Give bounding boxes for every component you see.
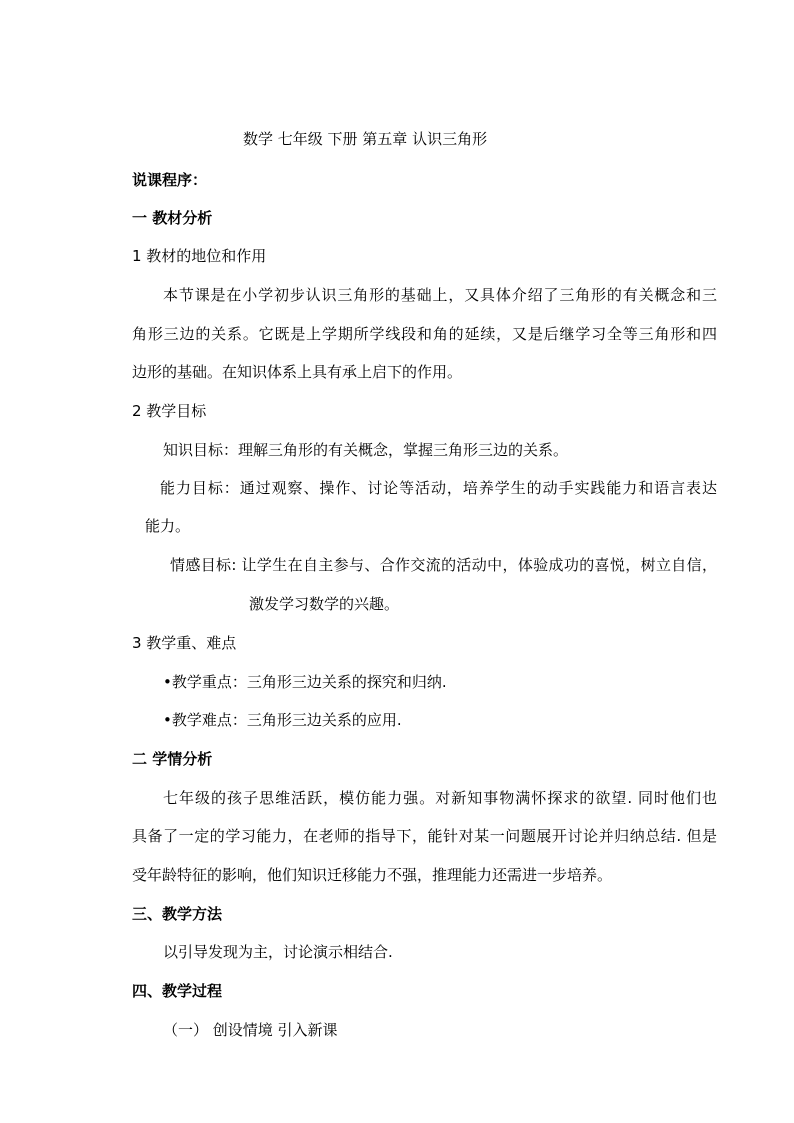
paragraph-line: 以引导发现为主，讨论演示相结合. <box>163 943 393 961</box>
paragraph-line: 七年级的孩子思维活跃，模仿能力强。对新知事物满怀探求的欲望. 同时他们也 <box>163 789 717 807</box>
section-heading-textbook-analysis: 一 教材分析 <box>132 209 213 227</box>
key-point: •教学重点：三角形三边关系的探究和归纳. <box>163 673 447 691</box>
paragraph-line: 受年龄特征的影响，他们知识迁移能力不强，推理能力还需进一步培养。 <box>132 866 613 884</box>
section-heading-teaching-process: 四、教学过程 <box>132 982 223 1000</box>
ability-goal-line: 能力目标：通过观察、操作、讨论等活动，培养学生的动手实践能力和语言表达 <box>160 479 717 497</box>
paragraph-line: 边形的基础。在知识体系上具有承上启下的作用。 <box>132 363 463 381</box>
subheading-position-role: 1 教材的地位和作用 <box>132 247 267 265</box>
difficult-point: •教学难点：三角形三边关系的应用. <box>163 711 402 729</box>
process-step: （一） 创设情境 引入新课 <box>163 1021 338 1039</box>
emotion-goal-line: 激发学习数学的兴趣。 <box>249 595 400 613</box>
ability-goal-line: 能力。 <box>145 517 191 535</box>
subheading-key-difficult: 3 教学重、难点 <box>132 634 237 652</box>
document-title: 数学 七年级 下册 第五章 认识三角形 <box>243 130 488 148</box>
section-heading-teaching-method: 三、教学方法 <box>132 905 223 923</box>
paragraph-line: 具备了一定的学习能力，在老师的指导下，能针对某一问题展开讨论并归纳总结. 但是 <box>132 827 717 845</box>
paragraph-line: 本节课是在小学初步认识三角形的基础上，又具体介绍了三角形的有关概念和三 <box>163 286 717 304</box>
knowledge-goal: 知识目标：理解三角形的有关概念，掌握三角形三边的关系。 <box>163 441 569 459</box>
emotion-goal-line: 情感目标: 让学生在自主参与、合作交流的活动中，体验成功的喜悦，树立自信， <box>170 556 717 574</box>
paragraph-line: 角形三边的关系。它既是上学期所学线段和角的延续，又是后继学习全等三角形和四 <box>132 325 717 343</box>
subheading-teaching-goals: 2 教学目标 <box>132 402 207 420</box>
section-heading-student-analysis: 二 学情分析 <box>132 750 213 768</box>
main-heading: 说课程序： <box>132 171 208 189</box>
